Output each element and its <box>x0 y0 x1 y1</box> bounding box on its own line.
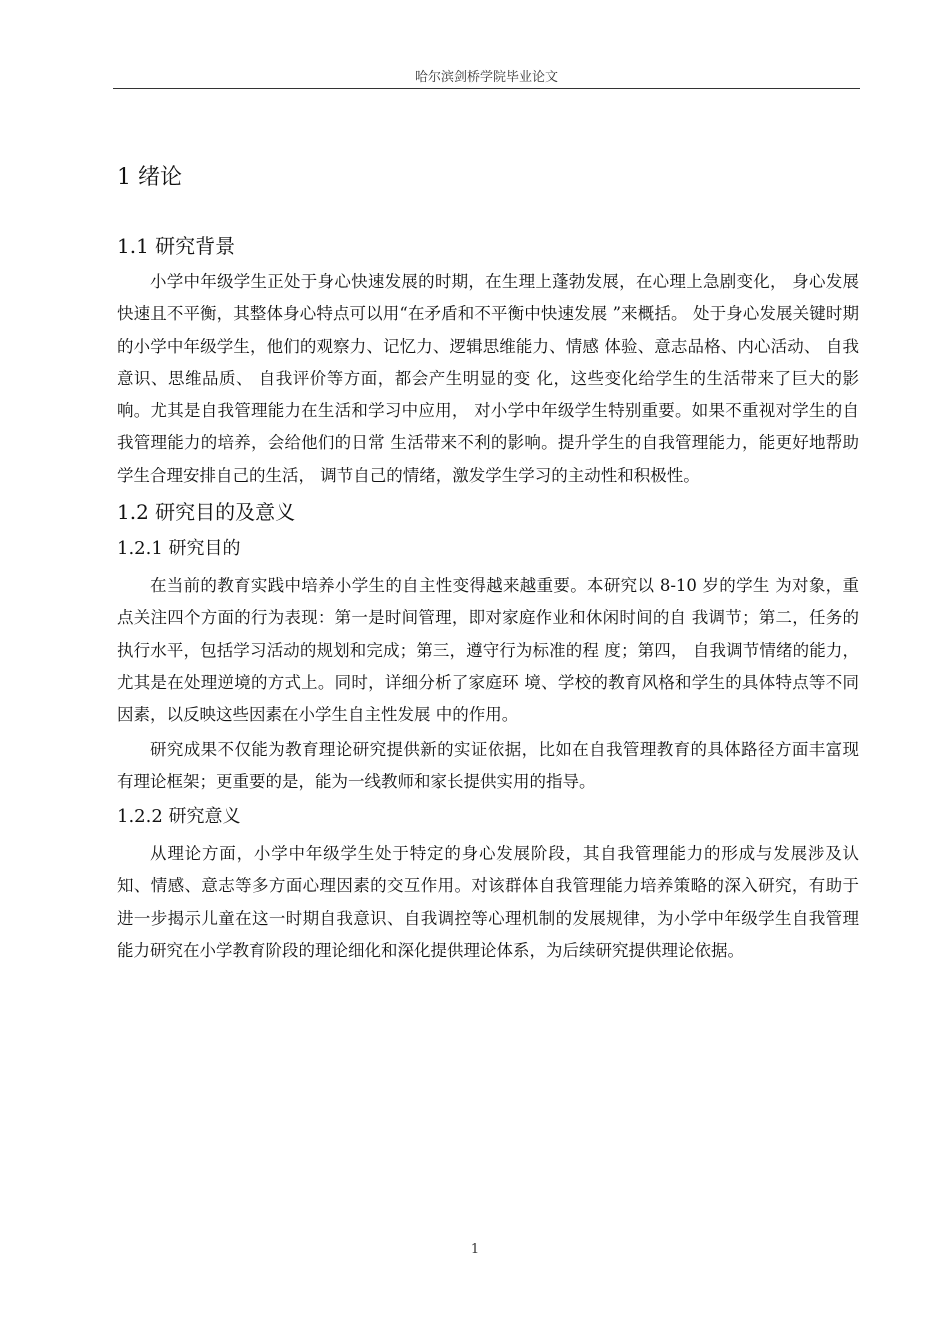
paragraph-significance-1: 从理论方面，小学中年级学生处于特定的身心发展阶段，其自我管理能力的形成与发展涉及认知、情感、意志等多方面心理因素的交互作用。对该群体自我管理能力培养策略的深入研究，有助于进一步揭示儿童在这一时期自我意识、自我调控等心理机制的发展规律，为小学中年级学生自我管理能力研究在小学教育阶段的理论细化和深化提供理论体系，为后续研究提供理论依据。 <box>117 844 859 961</box>
paragraph-purpose-1: 在当前的教育实践中培养小学生的自主性变得越来越重要。本研究以 8-10 岁的学生 为对象，重点关注四个方面的行为表现：第一是时间管理，即对家庭作业和休闲时间的自 我调节；第二，任务的执行水平，包括学习活动的规划和完成；第三，遵守行为标准的程 度；第四， 自我调节情绪的能力，尤其是在处理逆境的方式上。同时，详细分析了家庭环 境、学校的教育风格和学生的具体特点等不同因素，以反映这些因素在小学生自主性发展 中的作用。 <box>117 576 859 725</box>
section-heading-background: 1.1 研究背景 <box>117 234 236 258</box>
paragraph-purpose-2: 研究成果不仅能为教育理论研究提供新的实证依据，比如在自我管理教育的具体路径方面丰富现有理论框架；更重要的是，能为一线教师和家长提供实用的指导。 <box>117 739 859 791</box>
header-divider <box>113 88 860 89</box>
paragraph-background-1: 小学中年级学生正处于身心快速发展的时期，在生理上蓬勃发展，在心理上急剧变化， 身心发展快速且不平衡，其整体身心特点可以用“在矛盾和不平衡中快速发展 ”来概括。 处于身心发展关键时期的小学中年级学生，他们的观察力、记忆力、逻辑思维能力、情感 体验、意志品格、内心活动、 自我意识、思维品质、 自我评价等方面，都会产生明显的变 化，这些变化给学生的生活带来了巨大的影响。尤其是自我管理能力在生活和学习中应用， 对小学中年级学生特别重要。如果不重视对学生的自我管理能力的培养，会给他们的日常 生活带来不利的影响。提升学生的自我管理能力，能更好地帮助学生合理安排自己的生活， 调节自己的情绪，激发学生学习的主动性和积极性。 <box>117 272 859 485</box>
running-header: 哈尔滨剑桥学院毕业论文 <box>414 70 558 85</box>
subsection-heading-purpose: 1.2.1 研究目的 <box>117 538 241 560</box>
subsection-heading-significance: 1.2.2 研究意义 <box>117 806 241 828</box>
chapter-heading: 1 绪论 <box>117 165 182 190</box>
section-heading-purpose-significance: 1.2 研究目的及意义 <box>117 500 296 525</box>
page-body <box>117 158 859 969</box>
page-number: 1 <box>470 1242 480 1257</box>
